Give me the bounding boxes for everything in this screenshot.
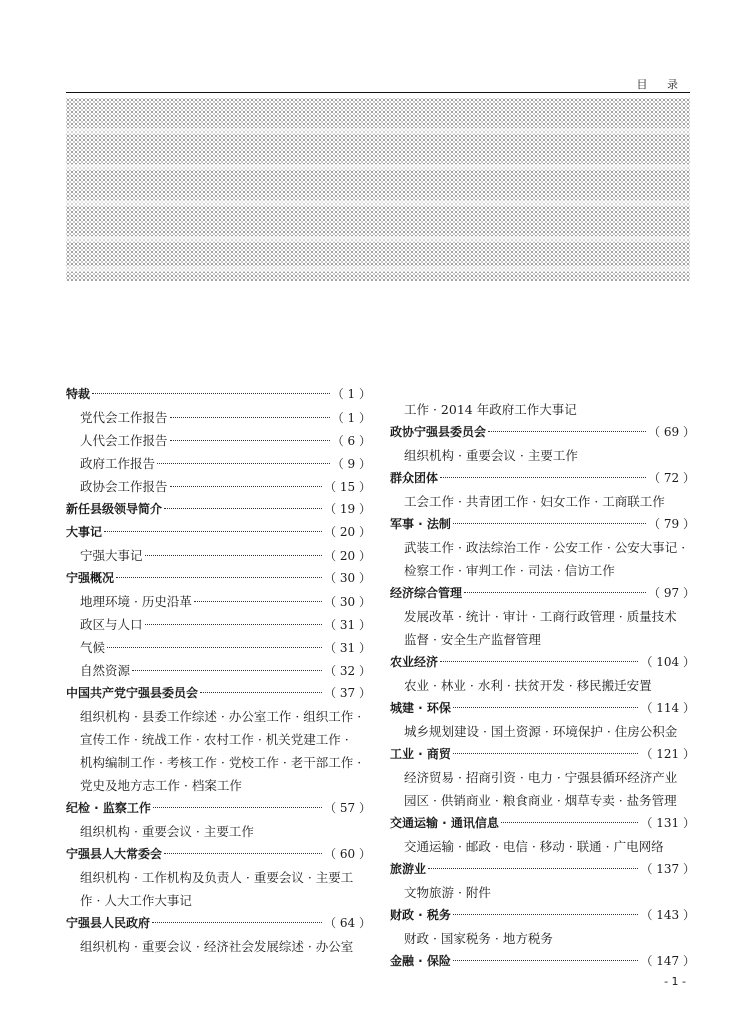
toc-section-entry[interactable] — [390, 950, 695, 973]
toc-page-number: （ 147 ） — [640, 954, 695, 968]
toc-section-entry[interactable] — [390, 651, 695, 674]
dot-leader — [107, 646, 322, 648]
toc-section-entry[interactable] — [66, 682, 371, 705]
toc-section-entry[interactable] — [66, 498, 371, 521]
toc-page-number: （ 19 ） — [324, 502, 371, 516]
toc-description: 机构编制工作 · 考核工作 · 党校工作 · 老干部工作 · — [80, 755, 362, 770]
dot-leader — [428, 867, 638, 869]
toc-entry-label: 宁强县人民政府 — [66, 916, 151, 930]
toc-description: 交通运输 · 邮政 · 电信 · 移动 · 联通 · 广电网络 — [404, 839, 664, 854]
dot-leader — [453, 522, 646, 524]
toc-entry-label: 旅游业 — [390, 862, 427, 876]
toc-entry-label: 交通运输 · 通讯信息 — [390, 816, 499, 830]
dot-leader — [501, 821, 639, 823]
toc-entry-label: 中国共产党宁强县委员会 — [66, 686, 199, 700]
toc-page-number: （ 97 ） — [648, 586, 695, 600]
toc-entry-label: 党代会工作报告 — [80, 410, 168, 425]
toc-subentry[interactable] — [66, 613, 371, 636]
page-number: - 1 - — [664, 975, 686, 988]
dot-leader — [164, 852, 322, 854]
toc-page-number: （ 57 ） — [324, 801, 371, 815]
toc-description: 组织机构 · 县委工作综述 · 办公室工作 · 组织工作 · — [80, 709, 362, 724]
header-rule — [66, 92, 690, 93]
toc-entry-label: 工业 · 商贸 — [390, 747, 451, 761]
toc-description: 宣传工作 · 统战工作 · 农村工作 · 机关党建工作 · — [80, 732, 349, 747]
toc-page-number: （ 31 ） — [324, 618, 371, 632]
dot-leader — [440, 476, 646, 478]
toc-description: 农业 · 林业 · 水利 · 扶贫开发 · 移民搬迁安置 — [404, 678, 652, 693]
toc-page-number: （ 143 ） — [640, 908, 695, 922]
toc-page-number: （ 121 ） — [640, 747, 695, 761]
toc-description: 城乡规划建设 · 国土资源 · 环境保护 · 住房公积金 — [404, 724, 678, 739]
toc-section-entry[interactable] — [390, 904, 695, 927]
toc-entry-label: 财政 · 税务 — [390, 908, 451, 922]
toc-description: 武装工作 · 政法综治工作 · 公安工作 · 公安大事记 · — [404, 540, 686, 555]
toc-section-entry[interactable] — [66, 567, 371, 590]
toc-subentry[interactable] — [66, 636, 371, 659]
dot-leader — [164, 507, 322, 509]
toc-description: 财政 · 国家税务 · 地方税务 — [404, 931, 553, 946]
toc-right-column — [390, 398, 695, 973]
toc-description: 作 · 人大工作大事记 — [80, 893, 192, 908]
toc-page-number: （ 6 ） — [331, 434, 371, 448]
toc-section-entry[interactable] — [390, 467, 695, 490]
toc-page-number: （ 104 ） — [640, 655, 695, 669]
toc-entry-label: 气候 — [80, 640, 106, 655]
toc-section-entry[interactable] — [66, 383, 371, 406]
toc-subentry[interactable] — [66, 544, 371, 567]
dot-leader — [488, 430, 646, 432]
dot-leader — [153, 806, 322, 808]
toc-description: 园区 · 供销商业 · 粮食商业 · 烟草专卖 · 盐务管理 — [404, 793, 677, 808]
toc-section-entry[interactable] — [390, 582, 695, 605]
toc-entry-label: 宁强大事记 — [80, 548, 143, 563]
toc-description: 发展改革 · 统计 · 审计 · 工商行政管理 · 质量技术 — [404, 609, 677, 624]
dot-leader — [464, 591, 646, 593]
dot-leader — [152, 921, 322, 923]
toc-page-number: （ 20 ） — [324, 549, 371, 563]
toc-entry-label: 特裁 — [66, 387, 91, 401]
toc-section-entry[interactable] — [390, 513, 695, 536]
toc-subentry[interactable] — [66, 452, 371, 475]
dot-leader — [145, 554, 323, 556]
toc-page-number: （ 1 ） — [331, 411, 371, 425]
toc-entry-label: 群众团体 — [390, 471, 439, 485]
toc-section-entry[interactable] — [66, 843, 371, 866]
toc-subentry[interactable] — [66, 429, 371, 452]
toc-page-number: （ 15 ） — [324, 480, 371, 494]
dot-leader — [170, 416, 330, 418]
toc-entry-label: 经济综合管理 — [390, 586, 463, 600]
toc-description: 检察工作 · 审判工作 · 司法 · 信访工作 — [404, 563, 615, 578]
toc-page-number: （ 32 ） — [324, 664, 371, 678]
toc-page-number: （ 60 ） — [324, 847, 371, 861]
toc-section-entry[interactable] — [390, 858, 695, 881]
dot-leader — [170, 439, 330, 441]
toc-page-number: （ 114 ） — [640, 701, 695, 715]
toc-page-number: （ 69 ） — [648, 425, 695, 439]
toc-description: 组织机构 · 重要会议 · 经济社会发展综述 · 办公室 — [80, 939, 354, 954]
dot-leader — [453, 752, 639, 754]
toc-entry-label: 城建 · 环保 — [390, 701, 451, 715]
toc-section-entry[interactable] — [390, 812, 695, 835]
toc-page-number: （ 79 ） — [648, 517, 695, 531]
toc-entry-label: 金融 · 保险 — [390, 954, 451, 968]
toc-description: 组织机构 · 重要会议 · 主要工作 — [80, 824, 254, 839]
running-head: 目 录 — [636, 78, 686, 91]
toc-page-number: （ 131 ） — [640, 816, 695, 830]
toc-section-entry[interactable] — [390, 743, 695, 766]
toc-subentry[interactable] — [66, 406, 371, 429]
toc-entry-label: 大事记 — [66, 525, 103, 539]
toc-entry-label: 人代会工作报告 — [80, 433, 168, 448]
toc-page-number: （ 9 ） — [331, 457, 371, 471]
toc-entry-label: 宁强概况 — [66, 571, 115, 585]
toc-page-number: （ 30 ） — [324, 595, 371, 609]
toc-subentry[interactable] — [66, 475, 371, 498]
dot-leader — [132, 669, 322, 671]
toc-entry-label: 宁强县人大常委会 — [66, 847, 163, 861]
toc-page-number: （ 37 ） — [324, 686, 371, 700]
toc-page-number: （ 72 ） — [648, 471, 695, 485]
dot-leader — [92, 392, 330, 394]
toc-description: 组织机构 · 工作机构及负责人 · 重要会议 · 主要工 — [80, 870, 354, 885]
toc-section-entry[interactable] — [390, 697, 695, 720]
toc-page-number: （ 31 ） — [324, 641, 371, 655]
dot-leader — [116, 576, 322, 578]
dot-leader — [453, 913, 639, 915]
dot-leader — [170, 485, 323, 487]
toc-entry-label: 政府工作报告 — [80, 456, 156, 471]
toc-page-number: （ 30 ） — [324, 571, 371, 585]
toc-entry-label: 军事 · 法制 — [390, 517, 451, 531]
dot-leader — [200, 691, 322, 693]
dot-leader — [104, 530, 322, 532]
toc-description: 组织机构 · 重要会议 · 主要工作 — [404, 448, 578, 463]
toc-entry-label: 自然资源 — [80, 663, 131, 678]
dot-leader — [194, 600, 322, 602]
dot-leader — [453, 959, 639, 961]
toc-description: 监督 · 安全生产监督管理 — [404, 632, 541, 647]
toc-description: 工会工作 · 共青团工作 · 妇女工作 · 工商联工作 — [404, 494, 665, 509]
toc-section-entry[interactable] — [66, 521, 371, 544]
toc-entry-label: 地理环境 · 历史沿革 — [80, 594, 192, 609]
toc-entry-label: 政协宁强县委员会 — [390, 425, 487, 439]
toc-section-entry[interactable] — [390, 421, 695, 444]
toc-subentry[interactable] — [66, 659, 371, 682]
toc-section-entry[interactable] — [66, 912, 371, 935]
toc-page-number: （ 137 ） — [640, 862, 695, 876]
toc-page-number: （ 20 ） — [324, 525, 371, 539]
toc-entry-label: 新任县级领导简介 — [66, 502, 163, 516]
toc-description: 工作 · 2014 年政府工作大事记 — [404, 402, 577, 417]
toc-entry-label: 政区与人口 — [80, 617, 143, 632]
dot-leader — [440, 660, 638, 662]
toc-entry-label: 农业经济 — [390, 655, 439, 669]
toc-left-column — [66, 383, 371, 958]
toc-description: 经济贸易 · 招商引资 · 电力 · 宁强县循环经济产业 — [404, 770, 678, 785]
toc-page-number: （ 1 ） — [331, 387, 371, 401]
toc-description: 文物旅游 · 附件 — [404, 885, 491, 900]
dot-leader — [145, 623, 323, 625]
toc-description: 党史及地方志工作 · 档案工作 — [80, 778, 242, 793]
toc-subentry[interactable] — [66, 590, 371, 613]
toc-entry-label: 政协会工作报告 — [80, 479, 168, 494]
dot-leader — [453, 706, 639, 708]
title-banner-halftone — [66, 98, 690, 281]
dot-leader — [157, 462, 330, 464]
toc-section-entry[interactable] — [66, 797, 371, 820]
toc-entry-label: 纪检 · 监察工作 — [66, 801, 151, 815]
toc-page-number: （ 64 ） — [324, 916, 371, 930]
